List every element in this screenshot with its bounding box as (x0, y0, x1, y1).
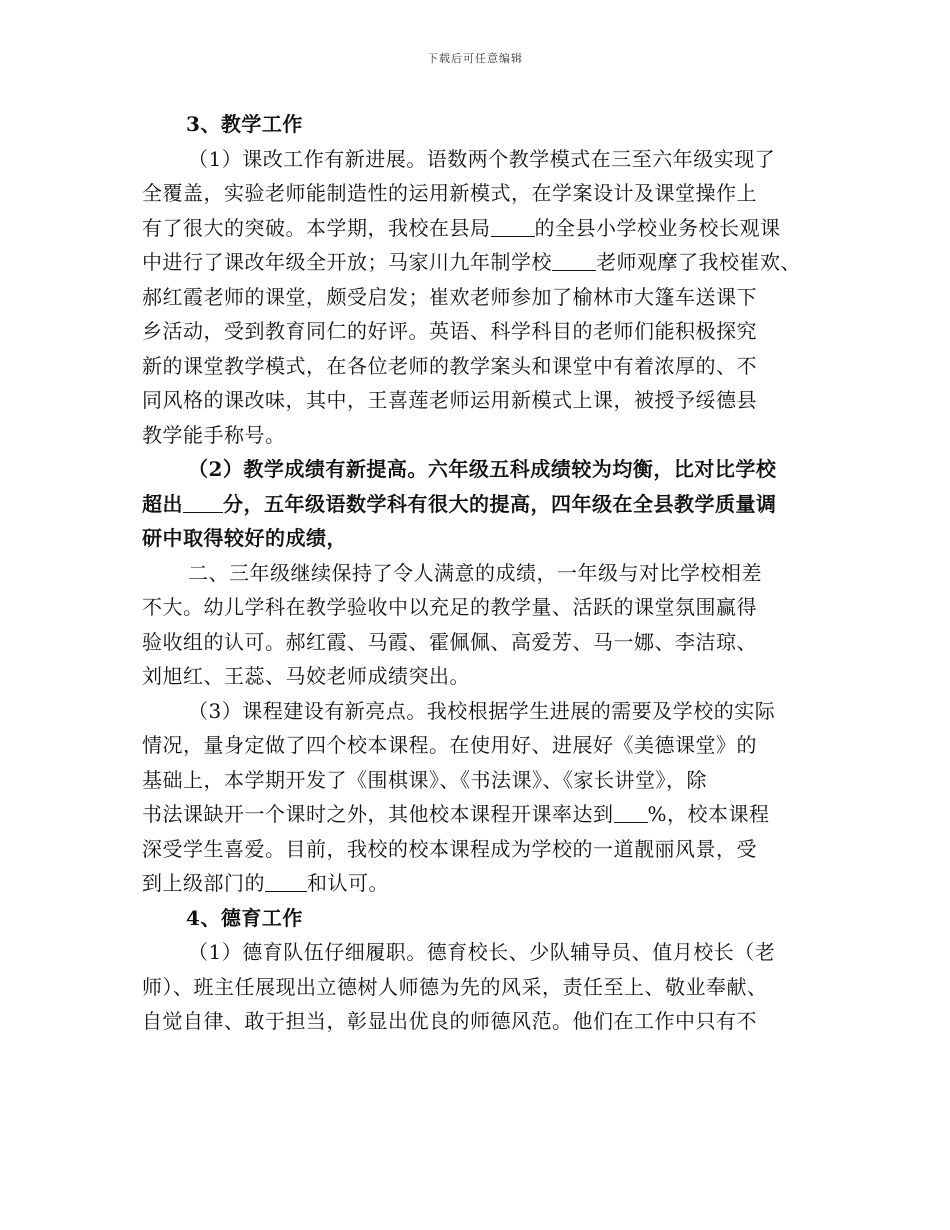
text-line: 刘旭红、王蕊、马姣老师成绩突出。 (142, 664, 470, 688)
paragraph-moral-team (142, 935, 814, 1039)
text-line: 验收组的认可。郝红霞、马霞、霍佩佩、高爱芳、马一娜、李洁琼、 (142, 629, 757, 654)
text-line: （1）德育队伍仔细履职。德育校长、少队辅导员、值月校长（老 (188, 940, 776, 964)
text-line: 新的课堂教学模式，在各位老师的教学案头和课堂中有着浓厚的、不 (142, 353, 757, 378)
blank-underline (614, 802, 648, 823)
text-segment: %，校本课程 (647, 802, 770, 826)
text-line: 自觉自律、敢于担当，彰显出优良的师德风范。他们在工作中只有不 (142, 1009, 757, 1033)
text-line: 郝红霞老师的课堂，颇受启发；崔欢老师参加了榆林市大篷车送课下 (142, 284, 757, 309)
text-line: 全覆盖，实验老师能制造性的运用新模式，在学案设计及课堂操作上 (142, 181, 757, 205)
text-line (142, 211, 814, 246)
text-line: 不大。幼儿学科在教学验收中以充足的教学量、活跃的课堂氛围赢得 (142, 595, 757, 619)
text-segment: 到上级部门的 (142, 871, 265, 895)
text-segment: 有了很大的突破。本学期，我校在县局 (142, 215, 491, 240)
text-segment: 中进行了课改年级全开放；马家川九年制学校 (142, 250, 552, 274)
text-line: 深受学生喜爱。目前，我校的校本课程成为学校的一道靓丽风景，受 (142, 836, 757, 861)
text-line: 教学能手称号。 (142, 422, 286, 447)
text-line: 同风格的课改味，其中，王喜莲老师运用新模式上课，被授予绥德县 (142, 388, 757, 412)
paragraph-curriculum-reform (142, 142, 814, 453)
blank-underline (183, 492, 223, 513)
blank-underline (552, 250, 596, 271)
blank-underline (491, 216, 535, 237)
paragraph-teaching-results (142, 452, 814, 556)
section-title-moral-education: 4、德育工作 (186, 905, 303, 930)
text-line: 乡活动，受到教育同仁的好评。英语、科学科目的老师们能积极探究 (142, 319, 757, 343)
document-body (142, 107, 814, 1039)
text-line: （1）课改工作有新进展。语数两个教学模式在三至六年级实现了 (188, 146, 776, 171)
text-segment: 的全县小学校业务校长观课 (534, 215, 781, 240)
text-line: 研中取得较好的成绩， (142, 526, 347, 550)
text-line: 基础上，本学期开发了《围棋课》、《书法课》、《家长讲堂》，除 (142, 767, 707, 792)
section-title-teaching: 3、教学工作 (186, 112, 303, 136)
text-segment: 老师观摩了我校崔欢、 (596, 250, 801, 274)
text-line: （2）教学成绩有新提高。六年级五科成绩较为均衡，比对比学校 (188, 457, 777, 481)
text-line: 情况，量身定做了四个校本课程。在使用好、进展好《美德课堂》的 (142, 733, 757, 757)
text-segment: 超出 (142, 491, 183, 516)
text-line: （3）课程建设有新亮点。我校根据学生进展的需要及学校的实际 (188, 698, 776, 723)
text-line: 二、三年级继续保持了令人满意的成绩，一年级与对比学校相差 (188, 560, 762, 585)
text-line (142, 866, 814, 901)
text-segment: 分，五年级语数学科有很大的提高，四年级在全县教学质量调 (223, 491, 777, 516)
text-segment: 书法课缺开一个课时之外，其他校本课程开课率达到 (142, 802, 614, 826)
text-line (142, 245, 814, 280)
paragraph-grade-results (142, 556, 814, 694)
blank-underline (265, 871, 307, 892)
paragraph-course-construction (142, 694, 814, 901)
text-segment: 和认可。 (307, 871, 389, 895)
text-line (142, 797, 814, 832)
text-line (142, 487, 814, 522)
page-header: 下载后可任意编辑 (427, 52, 523, 65)
text-line: 师）、班主任展现出立德树人师德为先的风采，责任至上、敬业奉献、 (142, 974, 768, 999)
